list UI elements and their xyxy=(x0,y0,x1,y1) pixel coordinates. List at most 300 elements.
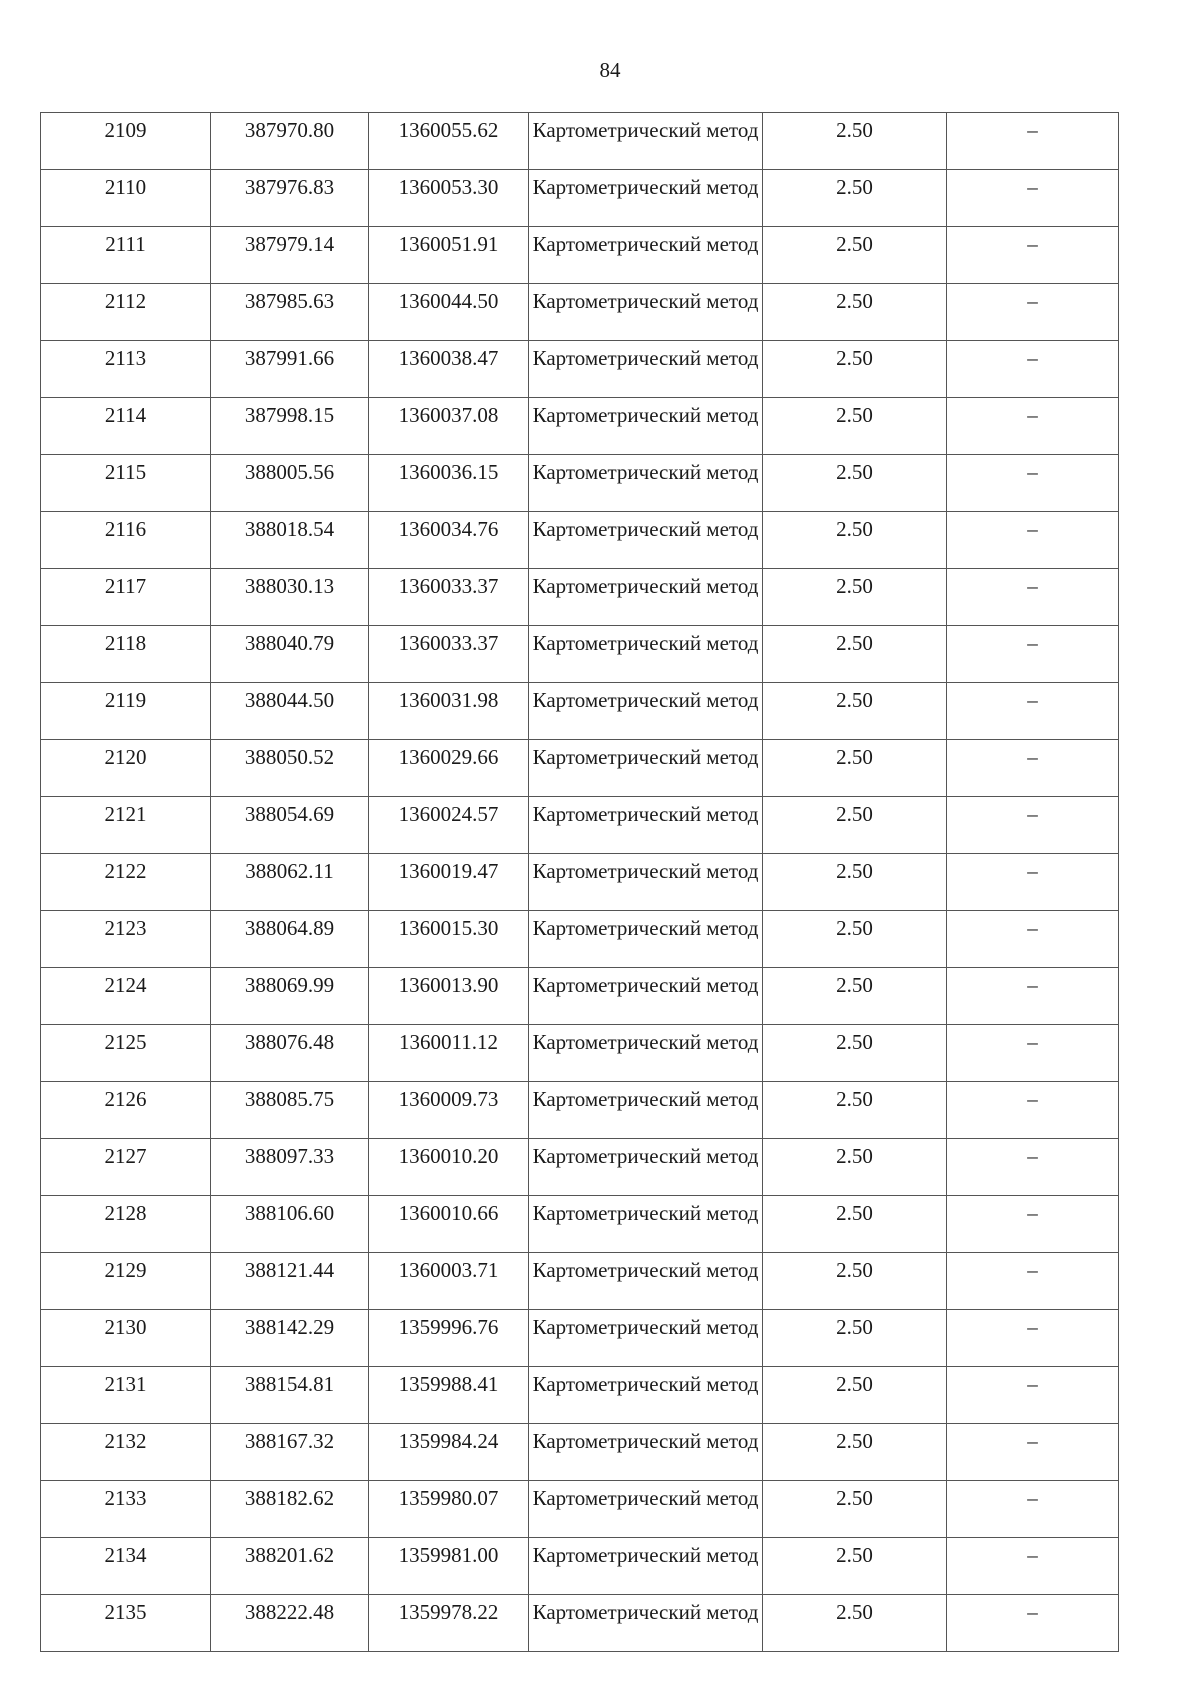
precision-cell xyxy=(763,1481,947,1538)
method-cell xyxy=(529,1196,763,1253)
method-cell-text: Картометрический метод xyxy=(532,802,759,826)
y-coordinate-cell-text: 1359988.41 xyxy=(398,1372,499,1396)
precision-cell-text: 2.50 xyxy=(836,289,873,313)
y-coordinate-cell xyxy=(369,1139,529,1196)
method-cell xyxy=(529,284,763,341)
method-cell xyxy=(529,683,763,740)
method-cell-text: Картометрический метод xyxy=(532,1087,759,1111)
y-coordinate-cell xyxy=(369,455,529,512)
precision-cell xyxy=(763,1595,947,1652)
precision-cell-text: 2.50 xyxy=(836,517,873,541)
x-coordinate-cell xyxy=(211,740,369,797)
method-cell-text: Картометрический метод xyxy=(532,1543,759,1567)
note-cell-text: – xyxy=(1027,1087,1038,1111)
note-cell xyxy=(947,1139,1119,1196)
note-cell-text: – xyxy=(1027,1372,1038,1396)
precision-cell xyxy=(763,968,947,1025)
table-row xyxy=(41,569,1119,626)
y-coordinate-cell-text: 1360044.50 xyxy=(398,289,499,313)
method-cell-text: Картометрический метод xyxy=(532,1372,759,1396)
point-number-cell-text: 2114 xyxy=(104,403,147,427)
note-cell-text: – xyxy=(1027,631,1038,655)
note-cell xyxy=(947,1253,1119,1310)
precision-cell xyxy=(763,170,947,227)
y-coordinate-cell-text: 1360037.08 xyxy=(398,403,499,427)
method-cell-text: Картометрический метод xyxy=(532,1201,759,1225)
table-row xyxy=(41,227,1119,284)
y-coordinate-cell-text: 1360024.57 xyxy=(398,802,499,826)
x-coordinate-cell-text: 388085.75 xyxy=(244,1087,335,1111)
note-cell-text: – xyxy=(1027,346,1038,370)
method-cell-text: Картометрический метод xyxy=(532,403,759,427)
method-cell xyxy=(529,1424,763,1481)
method-cell xyxy=(529,1481,763,1538)
y-coordinate-cell xyxy=(369,398,529,455)
table-row xyxy=(41,1310,1119,1367)
precision-cell-text: 2.50 xyxy=(836,175,873,199)
method-cell-text: Картометрический метод xyxy=(532,346,759,370)
y-coordinate-cell-text: 1360053.30 xyxy=(398,175,499,199)
note-cell xyxy=(947,569,1119,626)
y-coordinate-cell xyxy=(369,1310,529,1367)
point-number-cell-text: 2131 xyxy=(104,1372,147,1396)
precision-cell-text: 2.50 xyxy=(836,1087,873,1111)
y-coordinate-cell xyxy=(369,1025,529,1082)
x-coordinate-cell-text: 387976.83 xyxy=(244,175,335,199)
precision-cell-text: 2.50 xyxy=(836,1543,873,1567)
x-coordinate-cell-text: 387985.63 xyxy=(244,289,335,313)
y-coordinate-cell-text: 1360033.37 xyxy=(398,631,499,655)
y-coordinate-cell xyxy=(369,341,529,398)
note-cell-text: – xyxy=(1027,1030,1038,1054)
table-row xyxy=(41,341,1119,398)
x-coordinate-cell-text: 388030.13 xyxy=(244,574,335,598)
note-cell-text: – xyxy=(1027,802,1038,826)
method-cell xyxy=(529,626,763,683)
table-row xyxy=(41,626,1119,683)
y-coordinate-cell-text: 1360015.30 xyxy=(398,916,499,940)
precision-cell-text: 2.50 xyxy=(836,631,873,655)
point-number-cell-text: 2110 xyxy=(104,175,147,199)
table-row xyxy=(41,797,1119,854)
x-coordinate-cell xyxy=(211,1139,369,1196)
note-cell xyxy=(947,227,1119,284)
note-cell xyxy=(947,1424,1119,1481)
y-coordinate-cell xyxy=(369,227,529,284)
point-number-cell-text: 2109 xyxy=(104,118,147,142)
point-number-cell-text: 2123 xyxy=(104,916,147,940)
note-cell xyxy=(947,1196,1119,1253)
point-number-cell-text: 2118 xyxy=(104,631,147,655)
point-number-cell xyxy=(41,740,211,797)
note-cell-text: – xyxy=(1027,232,1038,256)
point-number-cell-text: 2119 xyxy=(104,688,147,712)
point-number-cell xyxy=(41,1253,211,1310)
method-cell xyxy=(529,797,763,854)
method-cell-text: Картометрический метод xyxy=(532,1600,759,1624)
y-coordinate-cell-text: 1360009.73 xyxy=(398,1087,499,1111)
point-number-cell xyxy=(41,512,211,569)
point-number-cell xyxy=(41,626,211,683)
x-coordinate-cell xyxy=(211,968,369,1025)
table-row xyxy=(41,113,1119,170)
point-number-cell-text: 2124 xyxy=(104,973,147,997)
precision-cell-text: 2.50 xyxy=(836,1429,873,1453)
y-coordinate-cell xyxy=(369,284,529,341)
table-row xyxy=(41,1196,1119,1253)
x-coordinate-cell-text: 388142.29 xyxy=(244,1315,335,1339)
precision-cell xyxy=(763,1367,947,1424)
point-number-cell xyxy=(41,569,211,626)
y-coordinate-cell xyxy=(369,1424,529,1481)
table-row xyxy=(41,740,1119,797)
note-cell xyxy=(947,968,1119,1025)
y-coordinate-cell xyxy=(369,1538,529,1595)
note-cell-text: – xyxy=(1027,688,1038,712)
table-row xyxy=(41,1424,1119,1481)
x-coordinate-cell-text: 388018.54 xyxy=(244,517,335,541)
method-cell-text: Картометрический метод xyxy=(532,289,759,313)
x-coordinate-cell-text: 388005.56 xyxy=(244,460,335,484)
method-cell-text: Картометрический метод xyxy=(532,688,759,712)
point-number-cell xyxy=(41,113,211,170)
method-cell xyxy=(529,854,763,911)
precision-cell xyxy=(763,284,947,341)
x-coordinate-cell xyxy=(211,1424,369,1481)
note-cell-text: – xyxy=(1027,859,1038,883)
x-coordinate-cell-text: 388222.48 xyxy=(244,1600,335,1624)
x-coordinate-cell-text: 388062.11 xyxy=(245,859,334,883)
precision-cell xyxy=(763,227,947,284)
precision-cell xyxy=(763,740,947,797)
method-cell xyxy=(529,968,763,1025)
x-coordinate-cell xyxy=(211,1481,369,1538)
point-number-cell xyxy=(41,1310,211,1367)
precision-cell-text: 2.50 xyxy=(836,802,873,826)
method-cell xyxy=(529,569,763,626)
y-coordinate-cell-text: 1360010.66 xyxy=(398,1201,499,1225)
method-cell-text: Картометрический метод xyxy=(532,859,759,883)
x-coordinate-cell xyxy=(211,854,369,911)
point-number-cell xyxy=(41,854,211,911)
table-row xyxy=(41,512,1119,569)
x-coordinate-cell xyxy=(211,911,369,968)
note-cell xyxy=(947,113,1119,170)
precision-cell-text: 2.50 xyxy=(836,460,873,484)
point-number-cell xyxy=(41,398,211,455)
method-cell-text: Картометрический метод xyxy=(532,232,759,256)
x-coordinate-cell-text: 388121.44 xyxy=(244,1258,335,1282)
x-coordinate-cell xyxy=(211,1538,369,1595)
point-number-cell-text: 2125 xyxy=(104,1030,147,1054)
point-number-cell-text: 2126 xyxy=(104,1087,147,1111)
y-coordinate-cell-text: 1360033.37 xyxy=(398,574,499,598)
x-coordinate-cell-text: 388154.81 xyxy=(244,1372,335,1396)
method-cell-text: Картометрический метод xyxy=(532,517,759,541)
note-cell-text: – xyxy=(1027,1315,1038,1339)
y-coordinate-cell xyxy=(369,626,529,683)
x-coordinate-cell xyxy=(211,512,369,569)
x-coordinate-cell-text: 387979.14 xyxy=(244,232,335,256)
x-coordinate-cell-text: 388201.62 xyxy=(244,1543,335,1567)
x-coordinate-cell xyxy=(211,1367,369,1424)
precision-cell xyxy=(763,683,947,740)
precision-cell-text: 2.50 xyxy=(836,859,873,883)
x-coordinate-cell xyxy=(211,341,369,398)
point-number-cell xyxy=(41,1196,211,1253)
precision-cell-text: 2.50 xyxy=(836,1201,873,1225)
y-coordinate-cell xyxy=(369,1595,529,1652)
method-cell-text: Картометрический метод xyxy=(532,1315,759,1339)
point-number-cell xyxy=(41,1595,211,1652)
y-coordinate-cell-text: 1359984.24 xyxy=(398,1429,499,1453)
point-number-cell-text: 2117 xyxy=(104,574,147,598)
y-coordinate-cell xyxy=(369,911,529,968)
note-cell-text: – xyxy=(1027,118,1038,142)
y-coordinate-cell-text: 1360019.47 xyxy=(398,859,499,883)
note-cell xyxy=(947,1367,1119,1424)
table-row xyxy=(41,911,1119,968)
precision-cell-text: 2.50 xyxy=(836,1600,873,1624)
note-cell xyxy=(947,1082,1119,1139)
x-coordinate-cell xyxy=(211,227,369,284)
point-number-cell xyxy=(41,170,211,227)
y-coordinate-cell xyxy=(369,1253,529,1310)
x-coordinate-cell-text: 387970.80 xyxy=(244,118,335,142)
x-coordinate-cell xyxy=(211,284,369,341)
point-number-cell xyxy=(41,1025,211,1082)
note-cell-text: – xyxy=(1027,973,1038,997)
point-number-cell xyxy=(41,1538,211,1595)
y-coordinate-cell xyxy=(369,968,529,1025)
method-cell xyxy=(529,512,763,569)
point-number-cell xyxy=(41,227,211,284)
note-cell-text: – xyxy=(1027,916,1038,940)
point-number-cell-text: 2130 xyxy=(104,1315,147,1339)
point-number-cell xyxy=(41,1082,211,1139)
point-number-cell-text: 2122 xyxy=(104,859,147,883)
y-coordinate-cell-text: 1359978.22 xyxy=(398,1600,499,1624)
table-row xyxy=(41,1538,1119,1595)
note-cell xyxy=(947,1025,1119,1082)
y-coordinate-cell-text: 1359996.76 xyxy=(398,1315,499,1339)
y-coordinate-cell-text: 1360034.76 xyxy=(398,517,499,541)
y-coordinate-cell-text: 1360038.47 xyxy=(398,346,499,370)
point-number-cell xyxy=(41,1424,211,1481)
precision-cell xyxy=(763,341,947,398)
point-number-cell-text: 2113 xyxy=(104,346,147,370)
table-row xyxy=(41,1025,1119,1082)
x-coordinate-cell-text: 387991.66 xyxy=(244,346,335,370)
note-cell xyxy=(947,911,1119,968)
method-cell-text: Картометрический метод xyxy=(532,1258,759,1282)
method-cell xyxy=(529,1139,763,1196)
point-number-cell-text: 2111 xyxy=(105,232,146,256)
precision-cell-text: 2.50 xyxy=(836,1315,873,1339)
precision-cell xyxy=(763,1424,947,1481)
x-coordinate-cell-text: 387998.15 xyxy=(244,403,335,427)
table-row xyxy=(41,170,1119,227)
table-row xyxy=(41,1595,1119,1652)
precision-cell xyxy=(763,797,947,854)
method-cell xyxy=(529,170,763,227)
point-number-cell xyxy=(41,1367,211,1424)
table-row xyxy=(41,284,1119,341)
precision-cell-text: 2.50 xyxy=(836,1030,873,1054)
table-row xyxy=(41,1367,1119,1424)
x-coordinate-cell-text: 388064.89 xyxy=(244,916,335,940)
y-coordinate-cell xyxy=(369,113,529,170)
method-cell xyxy=(529,911,763,968)
table-row xyxy=(41,1139,1119,1196)
y-coordinate-cell xyxy=(369,1196,529,1253)
coordinates-table xyxy=(40,112,1119,1652)
y-coordinate-cell xyxy=(369,797,529,854)
note-cell xyxy=(947,1595,1119,1652)
method-cell-text: Картометрический метод xyxy=(532,1030,759,1054)
x-coordinate-cell xyxy=(211,1196,369,1253)
y-coordinate-cell-text: 1360029.66 xyxy=(398,745,499,769)
precision-cell xyxy=(763,911,947,968)
point-number-cell-text: 2115 xyxy=(104,460,147,484)
precision-cell-text: 2.50 xyxy=(836,916,873,940)
method-cell xyxy=(529,113,763,170)
y-coordinate-cell xyxy=(369,683,529,740)
note-cell-text: – xyxy=(1027,289,1038,313)
y-coordinate-cell-text: 1360011.12 xyxy=(399,1030,498,1054)
method-cell xyxy=(529,1253,763,1310)
x-coordinate-cell-text: 388069.99 xyxy=(244,973,335,997)
point-number-cell xyxy=(41,455,211,512)
y-coordinate-cell xyxy=(369,170,529,227)
note-cell xyxy=(947,284,1119,341)
note-cell xyxy=(947,398,1119,455)
precision-cell-text: 2.50 xyxy=(836,118,873,142)
precision-cell-text: 2.50 xyxy=(836,973,873,997)
point-number-cell-text: 2132 xyxy=(104,1429,147,1453)
note-cell xyxy=(947,341,1119,398)
x-coordinate-cell-text: 388076.48 xyxy=(244,1030,335,1054)
method-cell xyxy=(529,455,763,512)
x-coordinate-cell xyxy=(211,1595,369,1652)
method-cell-text: Картометрический метод xyxy=(532,916,759,940)
method-cell xyxy=(529,1310,763,1367)
note-cell-text: – xyxy=(1027,1600,1038,1624)
x-coordinate-cell xyxy=(211,113,369,170)
x-coordinate-cell-text: 388054.69 xyxy=(244,802,335,826)
x-coordinate-cell xyxy=(211,569,369,626)
y-coordinate-cell xyxy=(369,1082,529,1139)
y-coordinate-cell xyxy=(369,1367,529,1424)
precision-cell xyxy=(763,1025,947,1082)
precision-cell-text: 2.50 xyxy=(836,346,873,370)
note-cell-text: – xyxy=(1027,745,1038,769)
point-number-cell xyxy=(41,1481,211,1538)
method-cell-text: Картометрический метод xyxy=(532,1429,759,1453)
y-coordinate-cell-text: 1360051.91 xyxy=(398,232,499,256)
y-coordinate-cell xyxy=(369,569,529,626)
x-coordinate-cell xyxy=(211,683,369,740)
note-cell-text: – xyxy=(1027,175,1038,199)
point-number-cell xyxy=(41,284,211,341)
point-number-cell-text: 2129 xyxy=(104,1258,147,1282)
precision-cell-text: 2.50 xyxy=(836,745,873,769)
x-coordinate-cell-text: 388050.52 xyxy=(244,745,335,769)
note-cell-text: – xyxy=(1027,517,1038,541)
table-row xyxy=(41,398,1119,455)
note-cell xyxy=(947,455,1119,512)
y-coordinate-cell-text: 1359980.07 xyxy=(398,1486,499,1510)
y-coordinate-cell xyxy=(369,740,529,797)
method-cell xyxy=(529,1367,763,1424)
method-cell xyxy=(529,398,763,455)
precision-cell xyxy=(763,626,947,683)
precision-cell xyxy=(763,512,947,569)
note-cell-text: – xyxy=(1027,1201,1038,1225)
method-cell-text: Картометрический метод xyxy=(532,1486,759,1510)
method-cell-text: Картометрический метод xyxy=(532,118,759,142)
precision-cell xyxy=(763,1253,947,1310)
precision-cell-text: 2.50 xyxy=(836,1372,873,1396)
precision-cell xyxy=(763,1196,947,1253)
x-coordinate-cell xyxy=(211,455,369,512)
table-row xyxy=(41,683,1119,740)
x-coordinate-cell xyxy=(211,1310,369,1367)
note-cell-text: – xyxy=(1027,574,1038,598)
precision-cell xyxy=(763,854,947,911)
note-cell-text: – xyxy=(1027,1543,1038,1567)
precision-cell-text: 2.50 xyxy=(836,1486,873,1510)
method-cell-text: Картометрический метод xyxy=(532,175,759,199)
method-cell-text: Картометрический метод xyxy=(532,745,759,769)
note-cell xyxy=(947,626,1119,683)
point-number-cell-text: 2120 xyxy=(104,745,147,769)
precision-cell-text: 2.50 xyxy=(836,574,873,598)
note-cell xyxy=(947,683,1119,740)
x-coordinate-cell-text: 388106.60 xyxy=(244,1201,335,1225)
method-cell-text: Картометрический метод xyxy=(532,460,759,484)
point-number-cell-text: 2134 xyxy=(104,1543,147,1567)
precision-cell-text: 2.50 xyxy=(836,232,873,256)
note-cell-text: – xyxy=(1027,403,1038,427)
x-coordinate-cell xyxy=(211,626,369,683)
precision-cell xyxy=(763,1082,947,1139)
precision-cell xyxy=(763,1139,947,1196)
y-coordinate-cell xyxy=(369,512,529,569)
method-cell xyxy=(529,227,763,284)
point-number-cell xyxy=(41,797,211,854)
x-coordinate-cell-text: 388040.79 xyxy=(244,631,335,655)
x-coordinate-cell xyxy=(211,1082,369,1139)
precision-cell xyxy=(763,113,947,170)
point-number-cell-text: 2135 xyxy=(104,1600,147,1624)
table-row xyxy=(41,1481,1119,1538)
y-coordinate-cell xyxy=(369,854,529,911)
y-coordinate-cell-text: 1360013.90 xyxy=(398,973,499,997)
x-coordinate-cell-text: 388182.62 xyxy=(244,1486,335,1510)
table-row xyxy=(41,1082,1119,1139)
y-coordinate-cell-text: 1360031.98 xyxy=(398,688,499,712)
note-cell xyxy=(947,1310,1119,1367)
note-cell-text: – xyxy=(1027,460,1038,484)
note-cell-text: – xyxy=(1027,1258,1038,1282)
note-cell xyxy=(947,797,1119,854)
method-cell xyxy=(529,1595,763,1652)
precision-cell xyxy=(763,569,947,626)
method-cell-text: Картометрический метод xyxy=(532,631,759,655)
point-number-cell-text: 2112 xyxy=(104,289,147,313)
coordinates-table-body xyxy=(41,113,1119,1652)
